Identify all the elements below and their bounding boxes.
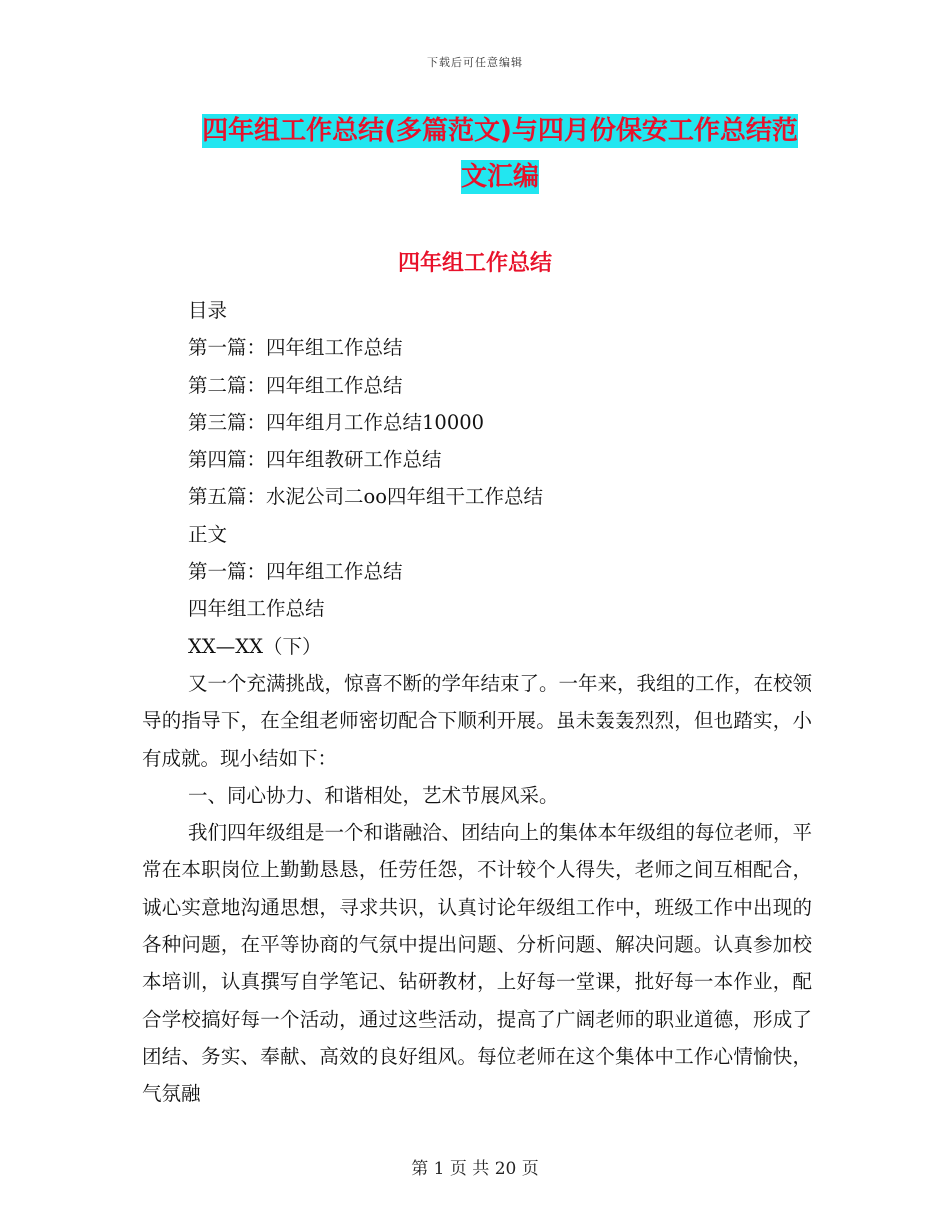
toc-item: 第一篇：四年组工作总结 <box>188 336 403 360</box>
paragraph: 我们四年级组是一个和谐融洽、团结向上的集体本年级组的每位老师，平常在本职岗位上勤勤恳恳，任劳任怨，不计较个人得失，老师之间互相配合，诚心实意地沟通思想，寻求共识，认真讨论年级组工作中，班级工作中出现的各种问题，在平等协商的气氛中提出问题、分析问题、解决问题。认真参加校本培训，认真撰写自学笔记、钻研教材，上好每一堂课，批好每一本作业，配合学校搞好每一个活动，通过这些活动，提高了广阔老师的职业道德，形成了团结、务实、奉献、高效的良好组风。每位老师在这个集体中工作心情愉快，气氛融 <box>142 821 813 1106</box>
toc-item: 第二篇：四年组工作总结 <box>188 373 403 397</box>
first-article-heading: 第一篇：四年组工作总结 <box>188 560 403 584</box>
toc-item: 第三篇：四年组月工作总结10000 <box>188 410 485 434</box>
paragraph: 又一个充满挑战，惊喜不断的学年结束了。一年来，我组的工作，在校领导的指导下，在全组老师密切配合下顺利开展。虽未轰轰烈烈，但也踏实，小有成就。现小结如下： <box>142 671 813 770</box>
toc-heading: 目录 <box>188 299 228 322</box>
doc-title: 四年组工作总结 <box>188 597 325 621</box>
subheading: 一、同心协力、和谐相处，艺术节展风采。 <box>188 783 559 807</box>
zhengwen-label: 正文 <box>188 522 228 546</box>
toc-item: 第四篇：四年组教研工作总结 <box>188 448 442 472</box>
toc-item: 第五篇：水泥公司二oo四年组干工作总结 <box>188 485 543 509</box>
date-line: XX—XX（下） <box>188 634 322 658</box>
main-title <box>180 108 820 200</box>
main-title-line2: 文汇编 <box>460 162 539 192</box>
page-footer: 第 1 页 共 20 页 <box>411 1159 539 1179</box>
document-body <box>142 292 812 1113</box>
section-title: 四年组工作总结 <box>397 251 552 276</box>
header-note: 下载后可任意编辑 <box>427 56 523 69</box>
main-title-line1: 四年组工作总结(多篇范文)与四月份保安工作总结范 <box>202 116 798 146</box>
